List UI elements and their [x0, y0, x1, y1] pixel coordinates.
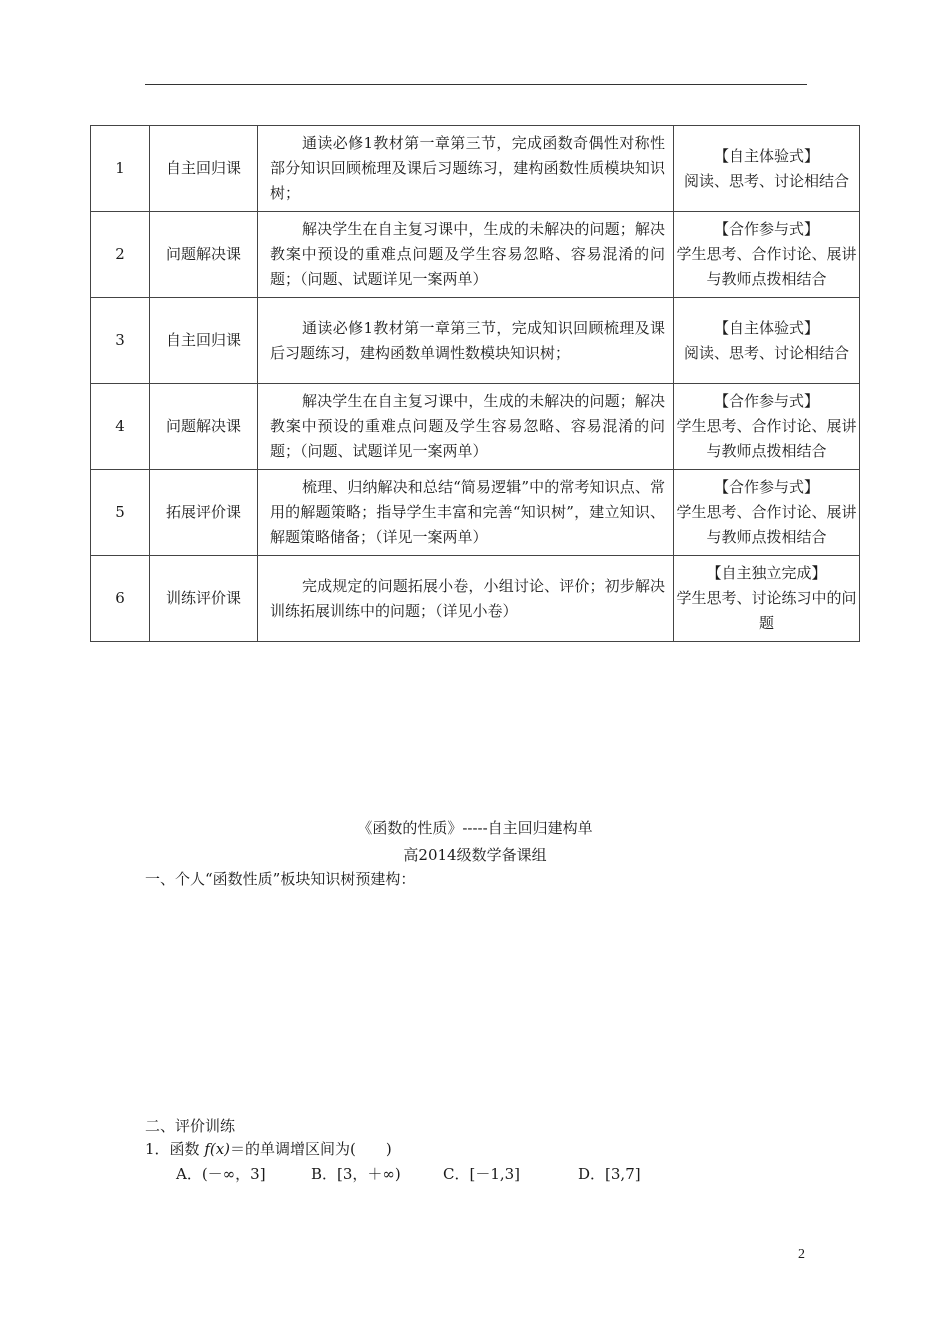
lesson-mode-description: 阅读、思考、讨论相结合	[683, 343, 849, 362]
lesson-description	[258, 126, 674, 212]
section-heading-evaluation: 二、评价训练	[145, 1117, 236, 1135]
question-1	[145, 1139, 392, 1159]
lesson-mode	[674, 470, 860, 556]
worksheet-title: 《函数的性质》-----自主回归建构单	[357, 819, 593, 837]
table-row	[91, 384, 860, 470]
row-number: 5	[91, 470, 150, 556]
lesson-mode	[674, 212, 860, 298]
table-row	[91, 470, 860, 556]
lesson-mode	[674, 298, 860, 384]
table-row	[91, 212, 860, 298]
question-1-suffix: ＝的单调增区间为( )	[230, 1140, 392, 1158]
question-1-prefix: 1．函数	[145, 1140, 205, 1158]
row-number: 4	[91, 384, 150, 470]
lesson-type: 问题解决课	[150, 384, 258, 470]
lesson-mode	[674, 126, 860, 212]
lesson-mode-description: 学生思考、讨论练习中的问题	[676, 589, 857, 632]
lesson-mode	[674, 384, 860, 470]
lesson-type: 自主回归课	[150, 126, 258, 212]
row-number: 3	[91, 298, 150, 384]
option-b: B．[3，＋∞)	[311, 1165, 401, 1183]
lesson-mode-title: 【自主体验式】	[713, 146, 819, 165]
row-number: 2	[91, 212, 150, 298]
lesson-mode	[674, 556, 860, 642]
lesson-mode-title: 【合作参与式】	[713, 220, 819, 238]
lesson-mode-description: 阅读、思考、讨论相结合	[683, 171, 849, 190]
lesson-description-text: 通读必修1教材第一章第三节，完成函数奇偶性对称性部分知识回顾梳理及课后习题练习，建构函数性质模块知识树；	[270, 134, 665, 202]
lesson-mode-description: 学生思考、合作讨论、展讲与教师点拨相结合	[676, 417, 857, 460]
lesson-type: 拓展评价课	[150, 470, 258, 556]
lesson-mode-title: 【自主独立完成】	[706, 564, 827, 582]
option-a: A．(－∞，3]	[176, 1165, 266, 1183]
option-d: D．[3,7]	[578, 1165, 641, 1183]
header-rule	[145, 84, 807, 85]
lesson-type: 自主回归课	[150, 298, 258, 384]
lesson-mode-description: 学生思考、合作讨论、展讲与教师点拨相结合	[676, 503, 857, 546]
lesson-description	[258, 212, 674, 298]
page-number: 2	[798, 1247, 805, 1262]
table-row	[91, 298, 860, 384]
lesson-description	[258, 298, 674, 384]
lesson-description-text: 通读必修1教材第一章第三节，完成知识回顾梳理及课后习题练习，建构函数单调性数模块知识树；	[270, 318, 665, 362]
lesson-description-text: 梳理、归纳解决和总结“简易逻辑”中的常考知识点、常用的解题策略；指导学生丰富和完善“知识树”，建立知识、解题策略储备；（详见一案两单）	[270, 478, 665, 546]
lesson-description-text: 解决学生在自主复习课中，生成的未解决的问题；解决教案中预设的重难点问题及学生容易忽略、容易混淆的问题；（问题、试题详见一案两单）	[270, 392, 665, 460]
row-number: 1	[91, 126, 150, 212]
lesson-description	[258, 384, 674, 470]
lesson-description-text: 完成规定的问题拓展小卷，小组讨论、评价；初步解决训练拓展训练中的问题；（详见小卷）	[270, 576, 665, 620]
table-row	[91, 556, 860, 642]
lesson-description	[258, 470, 674, 556]
lesson-plan-table	[90, 125, 860, 642]
lesson-mode-title: 【合作参与式】	[713, 392, 819, 410]
option-c: C．[－1,3]	[443, 1165, 521, 1183]
table-row	[91, 126, 860, 212]
lesson-type: 问题解决课	[150, 212, 258, 298]
lesson-mode-title: 【合作参与式】	[713, 478, 819, 496]
section-heading-knowledge-tree: 一、个人“函数性质”板块知识树预建构：	[145, 870, 416, 888]
lesson-description	[258, 556, 674, 642]
worksheet-subtitle: 高2014级数学备课组	[403, 846, 547, 864]
lesson-mode-description: 学生思考、合作讨论、展讲与教师点拨相结合	[676, 245, 857, 288]
row-number: 6	[91, 556, 150, 642]
lesson-type: 训练评价课	[150, 556, 258, 642]
lesson-description-text: 解决学生在自主复习课中，生成的未解决的问题；解决教案中预设的重难点问题及学生容易忽略、容易混淆的问题；（问题、试题详见一案两单）	[270, 220, 665, 288]
lesson-mode-title: 【自主体验式】	[713, 318, 819, 337]
question-1-function: f(x)	[204, 1140, 231, 1158]
